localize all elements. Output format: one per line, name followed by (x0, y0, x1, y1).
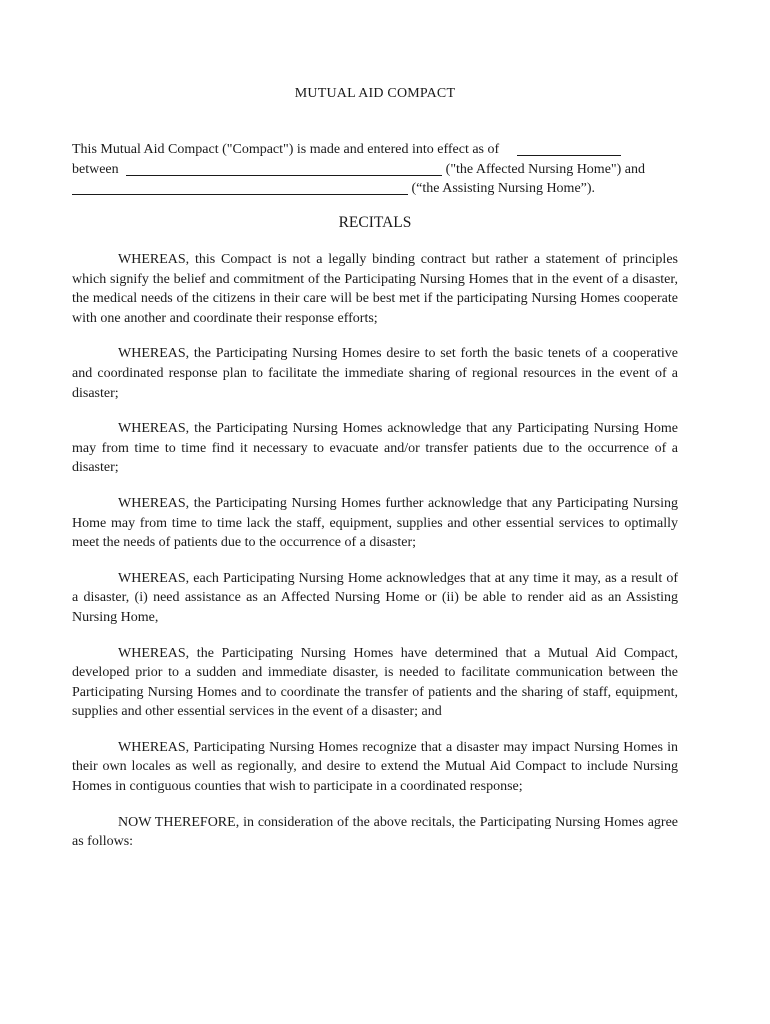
affected-nursing-home-blank[interactable] (126, 161, 442, 176)
recital-paragraph: WHEREAS, Participating Nursing Homes recognize that a disaster may impact Nursing Homes in their own locales as well as regionally, and desire to extend the Mutual Aid Compact to include Nursing Homes in contiguous counties that wish to participate in a coordinated response; (72, 739, 678, 795)
document-title: MUTUAL AID COMPACT (294, 86, 456, 101)
recitals-body (72, 250, 678, 868)
intro-block (72, 140, 678, 199)
intro-line-affected-home (72, 160, 678, 180)
recital-paragraph: WHEREAS, the Participating Nursing Homes further acknowledge that any Participating Nursing Home may from time to time lack the staff, equipment, supplies and other essential services to optimally meet the needs of patients due to the occurrence of a disaster; (72, 495, 678, 551)
recital-paragraph: WHEREAS, the Participating Nursing Homes desire to set forth the basic tenets of a cooperative and coordinated response plan to facilitate the immediate sharing of regional resources in the event of a disaster; (72, 346, 678, 401)
intro-between-text: between (72, 161, 119, 177)
recital-paragraph: WHEREAS, this Compact is not a legally binding contract but rather a statement of principles which signify the belief and commitment of the Participating Nursing Homes that in the event of a disaster, the medical needs of the citizens in their care will be best met if the participating Nursing Homes cooperate with one another and coordinate their response efforts; (72, 252, 678, 326)
assisting-nursing-home-blank[interactable] (72, 180, 408, 195)
recital-paragraph: WHEREAS, the Participating Nursing Homes have determined that a Mutual Aid Compact, developed prior to a sudden and immediate disaster, is needed to facilitate communication between the Participating Nursing Homes and to coordinate the transfer of patients and the sharing of staff, equipment, supplies and other essential services in the event of a disaster; and (72, 645, 678, 720)
recitals-heading: RECITALS (338, 214, 412, 231)
recital-paragraph: WHEREAS, each Participating Nursing Home acknowledges that at any time it may, as a result of a disaster, (i) need assistance as an Affected Nursing Home or (ii) be able to render aid as an Assisting Nursing Home, (72, 570, 678, 625)
recital-paragraph: WHEREAS, the Participating Nursing Homes acknowledge that any Participating Nursing Home may from time to time find it necessary to evacuate and/or transfer patients due to the occurrence of a disaster; (72, 421, 678, 476)
intro-line-effective-date (72, 140, 678, 160)
effective-date-blank[interactable] (517, 141, 621, 156)
intro-effective-date-text: This Mutual Aid Compact ("Compact") is made and entered into effect as of (72, 142, 500, 157)
now-therefore-paragraph: NOW THEREFORE, in consideration of the above recitals, the Participating Nursing Homes agree as follows: (72, 814, 678, 850)
intro-affected-home-text: ("the Affected Nursing Home") and (445, 161, 645, 177)
intro-assisting-home-text: (“the Assisting Nursing Home”). (411, 181, 596, 197)
intro-line-assisting-home (72, 179, 678, 199)
